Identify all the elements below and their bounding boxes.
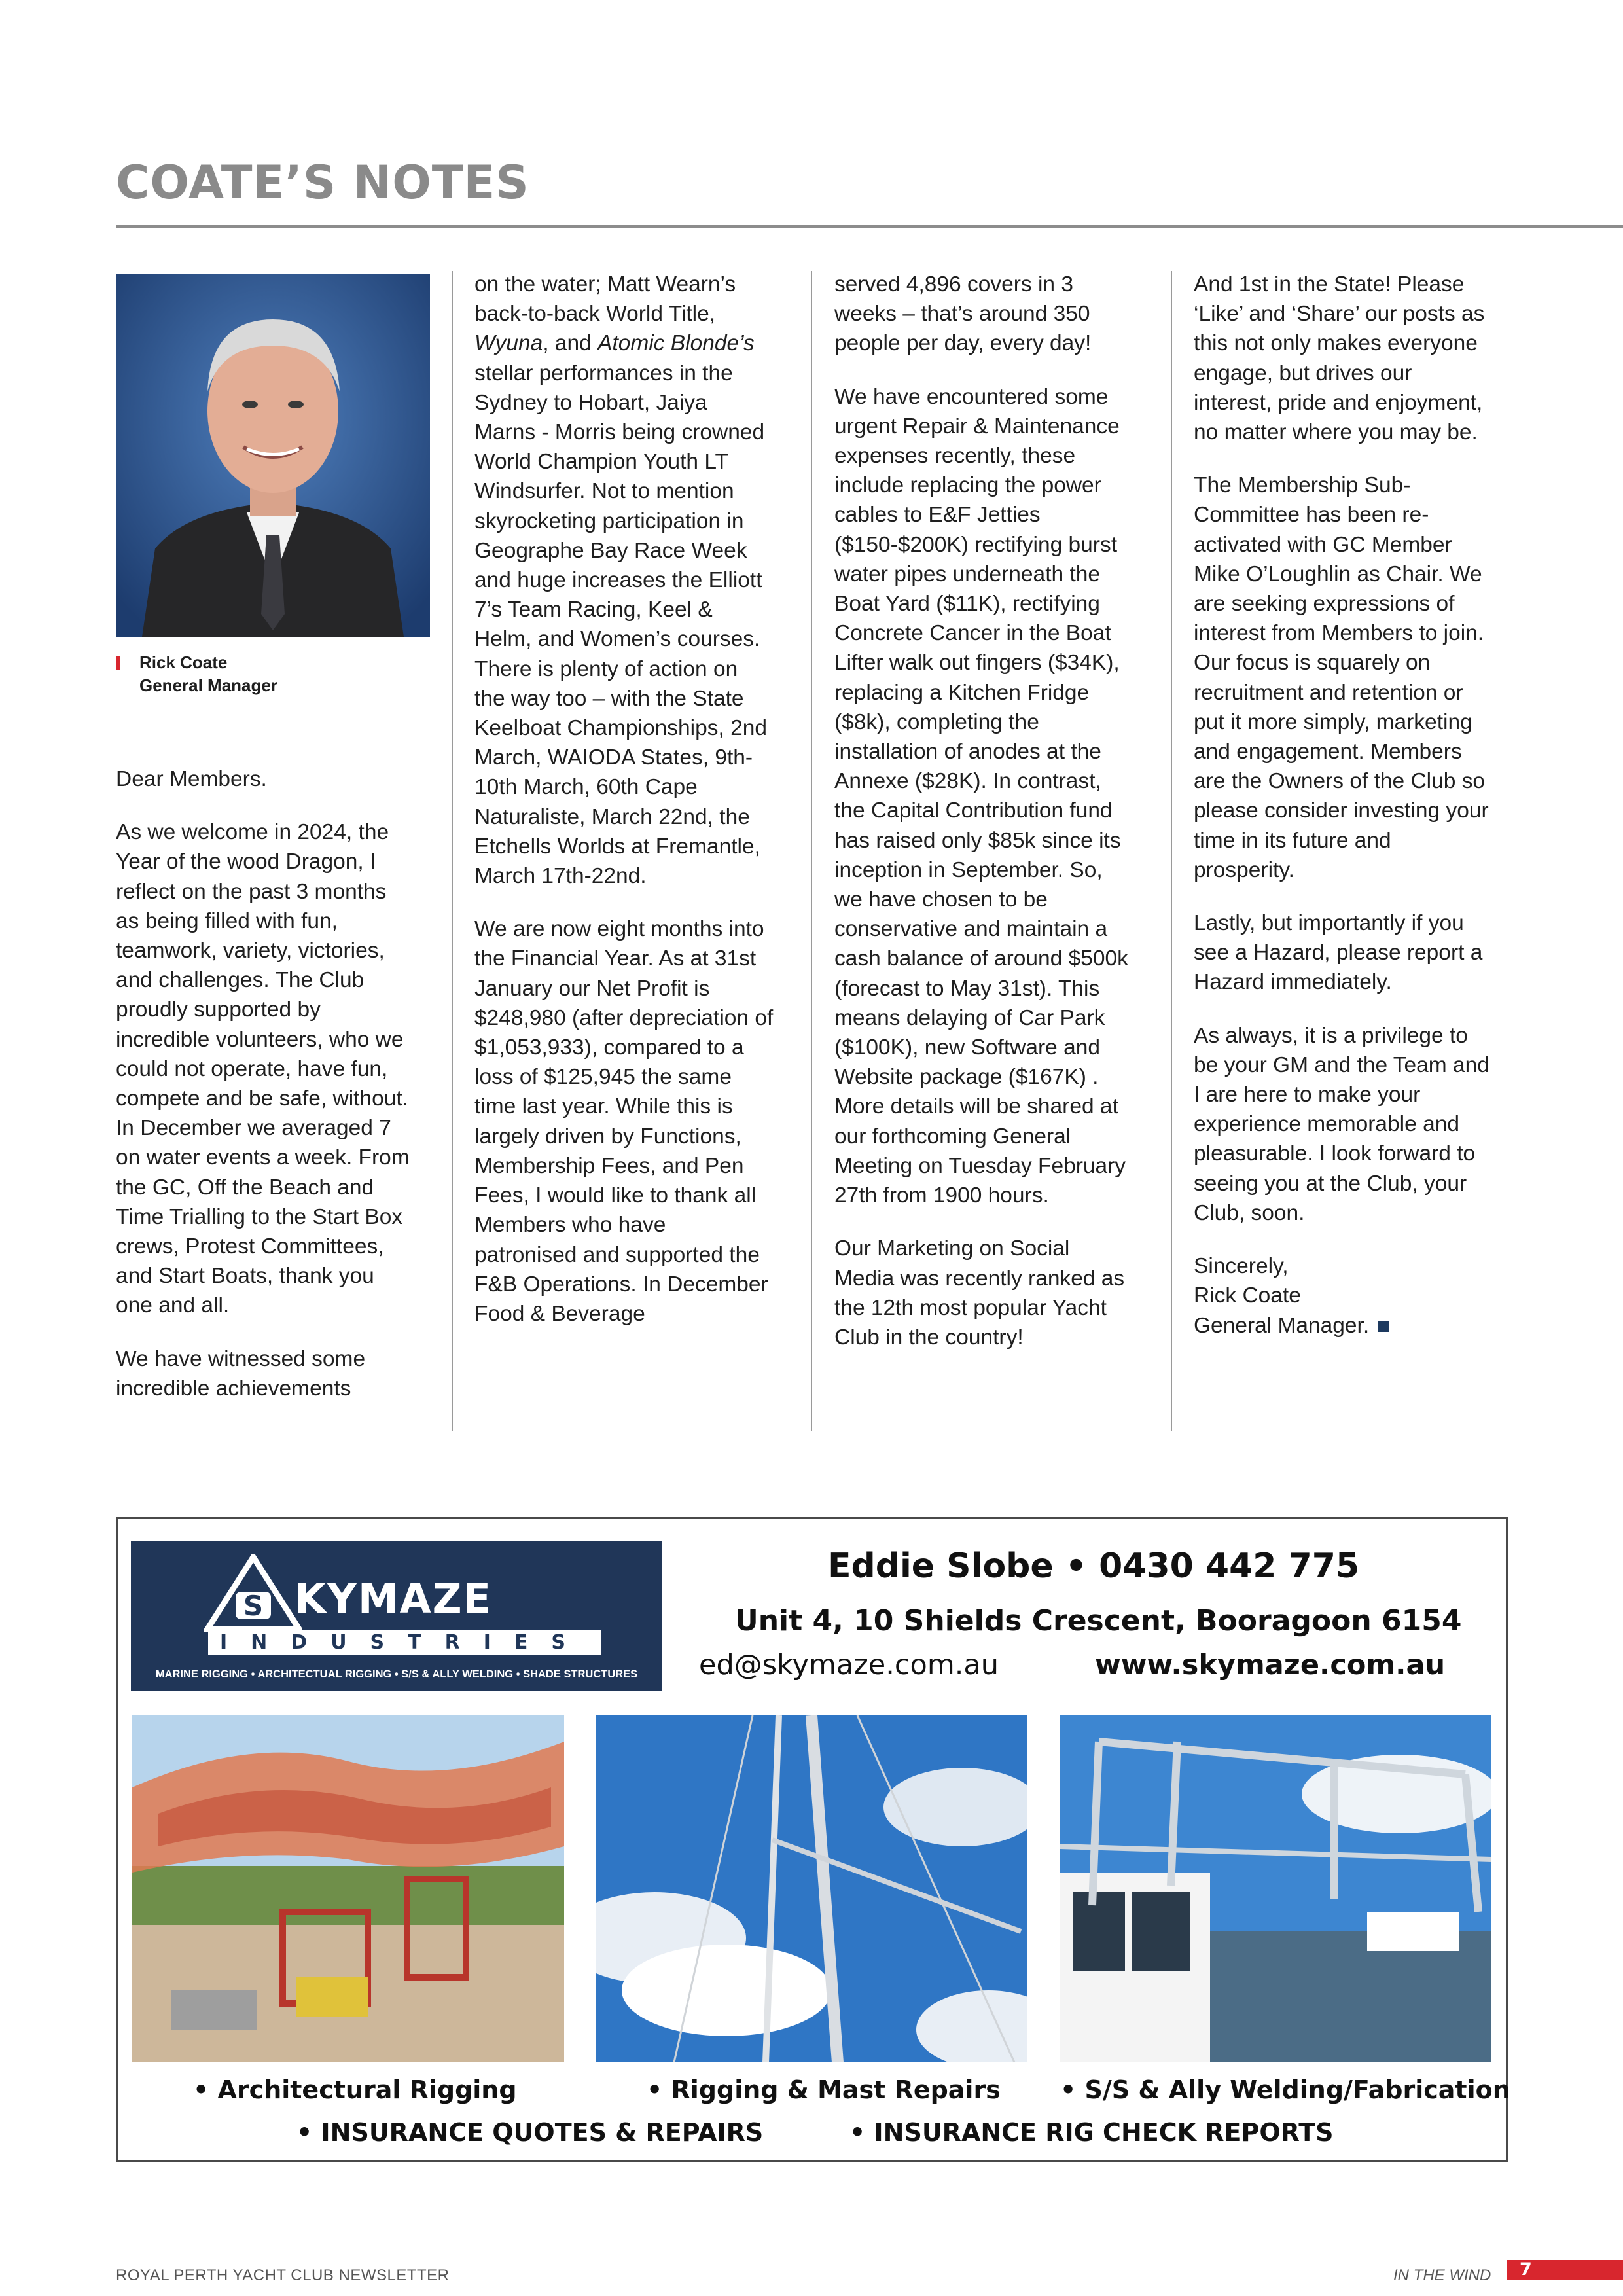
logo-subtitle: INDUSTRIES <box>208 1630 601 1655</box>
service-item: • INSURANCE RIG CHECK REPORTS <box>849 2118 1334 2147</box>
page-title: COATE’S NOTES <box>116 156 529 209</box>
text-run: stellar performances in the Sydney to Hobart, Jaiya Marns - Morris being crowned World Champion Youth LT Windsurfer. Not to mention skyrocketing participation in Geographe Bay Race Week and huge increases the Elliott 7’s Team Racing, Keel & Helm, and Women’s courses. There is plenty of action on the way too – with the State Keelboat Championships, 2nd March, WAIODA States, 9th-10th March, 60th Cape Naturaliste, March 22nd, the Etchells Worlds at Fremantle, March 17th-22nd. <box>474 361 767 889</box>
footer-section: IN THE WIND <box>1393 2267 1491 2284</box>
article-column-1 <box>116 764 416 1427</box>
end-of-article-icon <box>1378 1321 1389 1332</box>
logo-services-line: MARINE RIGGING • ARCHITECTUAL RIGGING • S/S & ALLY WELDING • SHADE STRUCTURES <box>155 1668 638 1680</box>
service-item: • Architectural Rigging <box>193 2075 517 2104</box>
paragraph: The Membership Sub-Committee has been re-activated with GC Member Mike O’Loughlin as Chair. We are seeking expressions of interest from Members to join. Our focus is squarely on recruitment and retention or put it more simply, marketing and engagement. Members are the Owners of the Club so please consider investing your time in its future and prosperity. <box>1194 473 1489 882</box>
article-column-4 <box>1194 270 1493 1364</box>
paragraph: We are now eight months into the Financial Year. As at 31st January our Net Profit is $248,980 (after depreciation of $1,053,933), compared to a loss of $125,945 the same time last year. While this is largely driven by Functions, Membership Fees, and Pen Fees, I would like to thank all Members who have patronised and supported the F&B Operations. In December Food & Beverage <box>474 917 774 1326</box>
paragraph <box>474 270 774 891</box>
signoff-line: Sincerely, <box>1194 1254 1289 1279</box>
paragraph: Dear Members. <box>116 767 267 791</box>
caption-name: Rick Coate <box>139 653 228 672</box>
boat-welding-photo <box>1060 1715 1491 2062</box>
signoff-name: Rick Coate <box>1194 1283 1301 1308</box>
caption-marker <box>116 656 120 670</box>
logo-wordmark: KYMAZE <box>294 1575 492 1623</box>
portrait-photo <box>116 274 430 637</box>
article-column-3 <box>834 270 1134 1376</box>
paragraph: We have witnessed some incredible achievements <box>116 1346 366 1401</box>
service-item: • S/S & Ally Welding/Fabrication <box>1060 2075 1510 2104</box>
column-divider <box>452 271 453 1431</box>
title-divider <box>116 225 1623 228</box>
shade-structure-photo <box>132 1715 564 2062</box>
text-run: , and <box>543 331 598 356</box>
contact-name-phone: Eddie Slobe • 0430 442 775 <box>828 1547 1360 1586</box>
signoff-title: General Manager. <box>1194 1313 1370 1338</box>
service-item: • INSURANCE QUOTES & REPAIRS <box>296 2118 764 2147</box>
caption-role: General Manager <box>139 675 277 695</box>
boat-name: Wyuna <box>474 331 543 356</box>
paragraph: We have encountered some urgent Repair & Maintenance expenses recently, these include replacing the power cables to E&F Jetties ($150-$200K) rectifying burst water pipes underneath the Boat Yard ($11K), rectifying Concrete Cancer in the Boat Lifter walk out fingers ($34K), replacing a Kitchen Fridge ($8k), completing the installation of anodes at the Annexe ($28K). In contrast, the Capital Contribution fund has raised only $85k since its inception in September. So, we have chosen to be conservative and maintain a cash balance of around $500k (forecast to May 31st). This means delaying of Car Park ($100K), new Software and Website package ($167K) . More details will be shared at our forthcoming General Meeting on Tuesday February 27th from 1900 hours. <box>834 384 1128 1208</box>
column-divider <box>811 271 812 1431</box>
paragraph: Lastly, but importantly if you see a Hazard, please report a Hazard immediately. <box>1194 911 1483 995</box>
contact-address: Unit 4, 10 Shields Crescent, Booragoon 6154 <box>735 1604 1462 1638</box>
text-run: on the water; Matt Wearn’s back-to-back World Title, <box>474 272 736 327</box>
paragraph: served 4,896 covers in 3 weeks – that’s around 350 people per day, every day! <box>834 272 1092 356</box>
contact-email[interactable]: ed@skymaze.com.au <box>699 1649 999 1681</box>
logo-triangle-icon <box>204 1554 302 1632</box>
page-number: 7 <box>1520 2259 1532 2280</box>
skymaze-logo <box>131 1541 662 1691</box>
paragraph: Our Marketing on Social Media was recently ranked as the 12th most popular Yacht Club in the country! <box>834 1236 1125 1350</box>
paragraph: And 1st in the State! Please ‘Like’ and ‘Share’ our posts as this not only makes everyone engage, but drives our interest, pride and enjoyment, no matter where you may be. <box>1194 272 1485 445</box>
column-divider <box>1171 271 1172 1431</box>
paragraph: As always, it is a privilege to be your GM and the Team and I are here to make your experience memorable and pleasurable. I look forward to seeing you at the Club, your Club, soon. <box>1194 1023 1489 1225</box>
signoff <box>1194 1251 1493 1340</box>
service-item: • Rigging & Mast Repairs <box>647 2075 1001 2104</box>
article-column-2 <box>474 270 774 1352</box>
svg-text:S: S <box>243 1590 264 1622</box>
skymaze-advertisement <box>116 1517 1508 2162</box>
contact-website[interactable]: www.skymaze.com.au <box>1095 1649 1446 1681</box>
mast-rigging-photo <box>596 1715 1027 2062</box>
footer-publication: ROYAL PERTH YACHT CLUB NEWSLETTER <box>116 2267 450 2284</box>
photo-caption <box>139 651 277 697</box>
boat-name: Atomic Blonde’s <box>597 331 755 356</box>
paragraph: As we welcome in 2024, the Year of the wood Dragon, I reflect on the past 3 months as being filled with fun, teamwork, variety, victories, and challenges. The Club proudly supported by incredible volunteers, who we could not operate, have fun, compete and be safe, without. In December we averaged 7 on water events a week. From the GC, Off the Beach and Time Trialling to the Start Box crews, Protest Committees, and Start Boats, thank you one and all. <box>116 820 410 1318</box>
